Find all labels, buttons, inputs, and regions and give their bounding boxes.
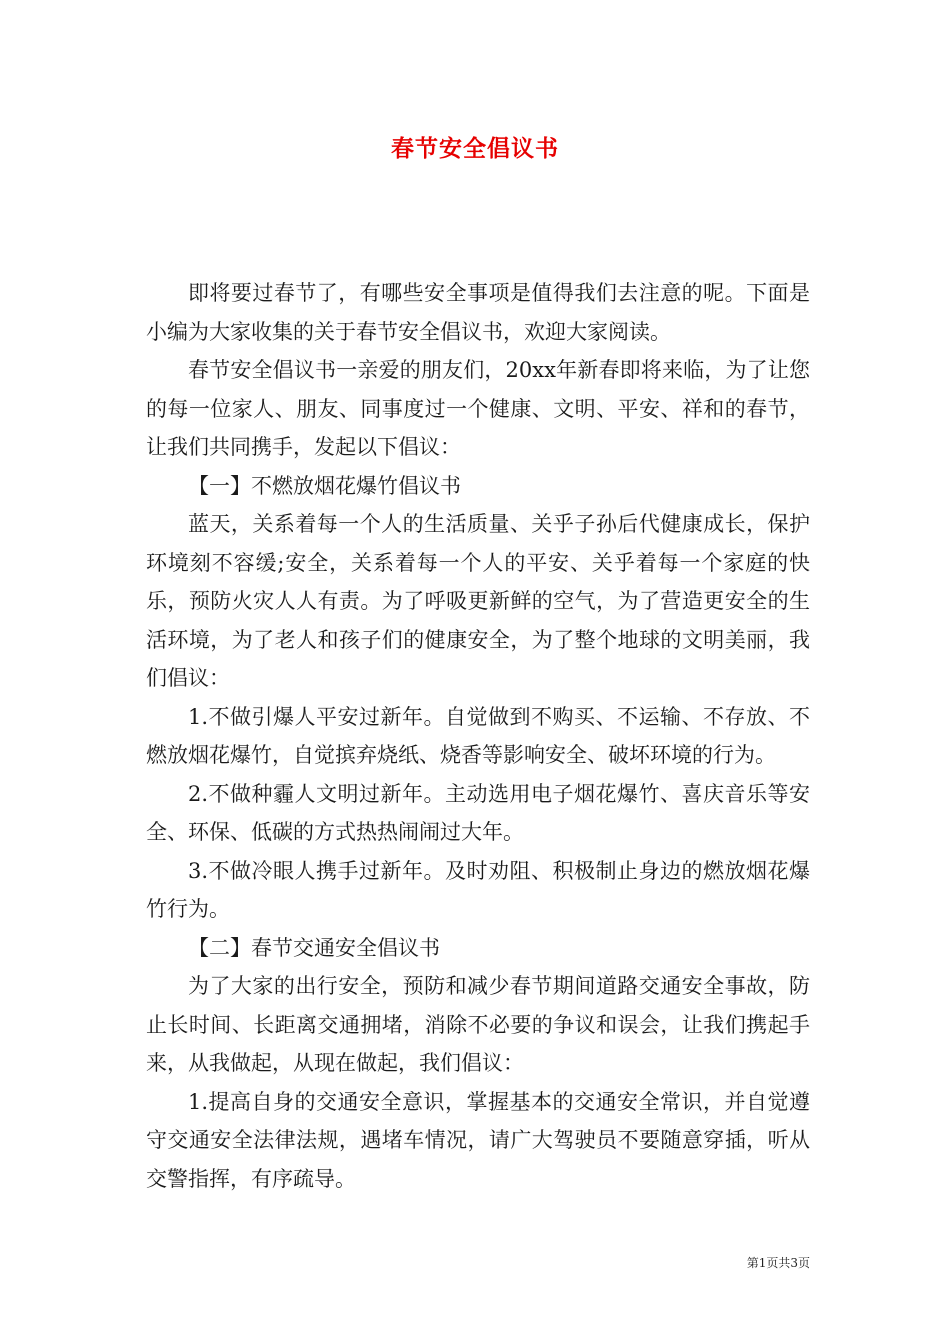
document-body	[146, 274, 810, 1198]
paragraph-section-2-item-1: 1.提高自身的交通安全意识，掌握基本的交通安全常识，并自觉遵守交通安全法律法规，遇堵车情况，请广大驾驶员不要随意穿插，听从交警指挥，有序疏导。	[146, 1089, 810, 1191]
paragraph-section-1-item-3: 3.不做冷眼人携手过新年。及时劝阻、积极制止身边的燃放烟花爆竹行为。	[146, 858, 810, 921]
paragraph-section-1-item-1: 1.不做引爆人平安过新年。自觉做到不购买、不运输、不存放、不燃放烟花爆竹，自觉摈弃烧纸、烧香等影响安全、破坏环境的行为。	[146, 704, 810, 767]
document-title: 春节安全倡议书	[391, 135, 559, 162]
paragraph-section-1-intro: 蓝天，关系着每一个人的生活质量、关乎子孙后代健康成长，保护环境刻不容缓;安全，关系着每一个人的平安、关乎着每一个家庭的快乐，预防火灾人人有责。为了呼吸更新鲜的空气，为了营造更安全的生活环境，为了老人和孩子们的健康安全，为了整个地球的文明美丽，我们倡议：	[146, 512, 810, 690]
paragraph-greeting: 春节安全倡议书一亲爱的朋友们，20xx年新春即将来临，为了让您的每一位家人、朋友、同事度过一个健康、文明、平安、祥和的春节，让我们共同携手，发起以下倡议：	[146, 358, 810, 459]
section-heading-1: 【一】不燃放烟花爆竹倡议书	[188, 473, 461, 498]
paragraph-section-2-intro: 为了大家的出行安全，预防和减少春节期间道路交通安全事故，防止长时间、长距离交通拥堵，消除不必要的争议和误会，让我们携起手来，从我做起，从现在做起，我们倡议：	[146, 974, 810, 1075]
page-number: 第1页共3页	[746, 1256, 810, 1270]
paragraph-section-1-item-2: 2.不做种霾人文明过新年。主动选用电子烟花爆竹、喜庆音乐等安全、环保、低碳的方式热热闹闹过大年。	[146, 781, 810, 844]
section-heading-2: 【二】春节交通安全倡议书	[188, 935, 440, 960]
paragraph-intro: 即将要过春节了，有哪些安全事项是值得我们去注意的呢。下面是小编为大家收集的关于春节安全倡议书，欢迎大家阅读。	[146, 281, 810, 344]
